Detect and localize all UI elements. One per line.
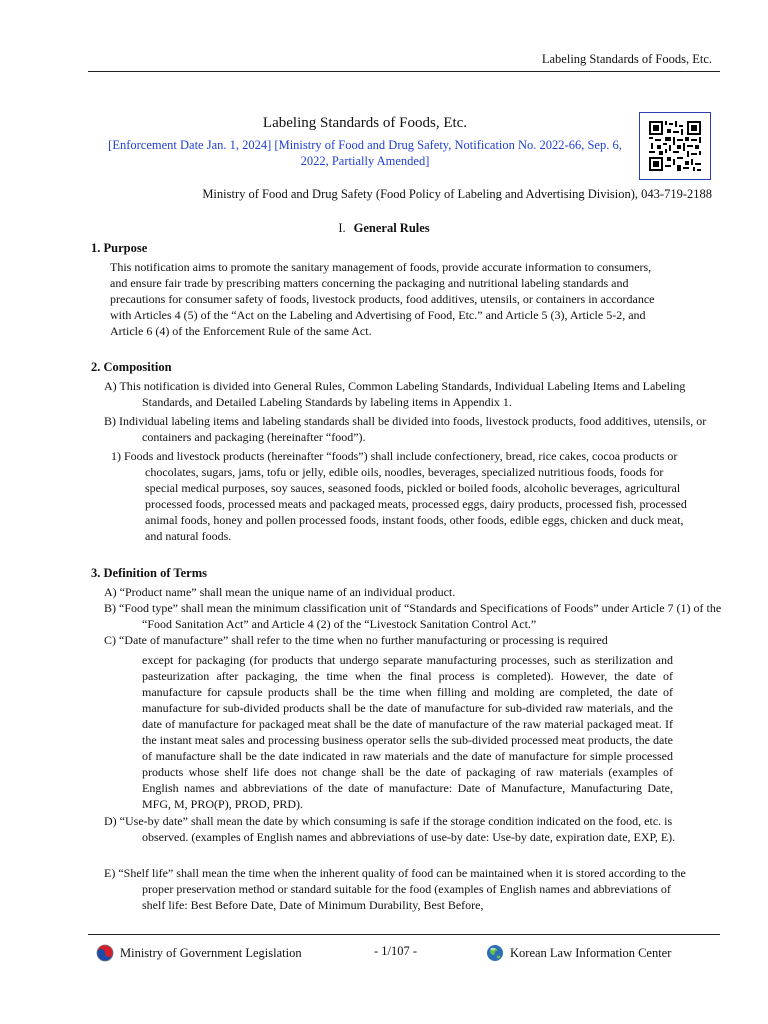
footer-right[interactable]: [486, 944, 671, 962]
footer-left-label: Ministry of Government Legislation: [120, 946, 302, 960]
footer-right-label: Korean Law Information Center: [510, 946, 672, 960]
footer-rule: [88, 934, 720, 935]
header-rule: [88, 71, 720, 72]
section-heading-composition: 2. Composition: [91, 360, 172, 374]
page-number: - 1/107 -: [374, 944, 418, 958]
composition-item-1: 1) Foods and livestock products (hereinafter “foods”) shall include confectionery, bread, rice cakes, cocoa products or chocolates, sugars, jams, tofu or jelly, edible oils, noodles, beverages, specialized nutritious foods, foods for special medical purposes, soy sauces, seasoned foods, pickled or boiled foods, alcoholic beverages, agricultural processed foods, processed meats and packaged meats, processed eggs, dairy products, processed fish, processed animal foods, honey and pollen processed foods, instant foods, other foods, edible eggs, chicken and duck meat, and natural foods.: [111, 449, 687, 543]
definition-item-c: C) “Date of manufacture” shall refer to the time when no further manufacturing or processing is required: [104, 633, 608, 647]
globe-logo-icon: [486, 944, 504, 962]
ministry-contact-line: Ministry of Food and Drug Safety (Food Policy of Labeling and Advertising Division), 043-719-2188: [202, 187, 712, 201]
footer-left[interactable]: [96, 944, 302, 962]
purpose-paragraph: This notification aims to promote the sanitary management of foods, provide accurate information to consumers, and ensure fair trade by prescribing matters concerning the packaging and nutritional labeling standards and precautions for consumer safety of foods, livestock products, food additives, utensils, or containers in accordance with Articles 4 (5) of the “Act on the Labeling and Advertising of Food, Etc.” and Article 5 (3), Article 5-2, and Article 6 (4) of the Enforcement Rule of the same Act.: [110, 260, 655, 338]
chapter-heading: [0, 221, 768, 236]
composition-item-a: A) This notification is divided into General Rules, Common Labeling Standards, Individual Labeling Items and Labeling Standards, and Detailed Labeling Standards by labeling items in Appendix 1.: [104, 379, 686, 409]
definition-item-a: A) “Product name” shall mean the unique name of an individual product.: [104, 585, 456, 599]
definition-item-b: B) “Food type” shall mean the minimum classification unit of “Standards and Specifications of Foods” under Article 7 (1) of the “Food Sanitation Act” and Article 4 (2) of the “Livestock Sanitation Control Act.”: [104, 601, 722, 631]
definition-item-e: E) “Shelf life” shall mean the time when the inherent quality of food can be maintained when it is stored according to the proper preservation method or standard suitable for the food (examples of English names and abbreviations of shelf life: Best Before Date, Date of Minimum Durability, Best Before,: [104, 866, 686, 912]
enforcement-info[interactable]: [Enforcement Date Jan. 1, 2024] [Ministry of Food and Drug Safety, Notification No. 2022-66, Sep. 6, 2022, Partially Amended]: [108, 138, 622, 168]
composition-item-b: B) Individual labeling items and labeling standards shall be divided into foods, livestock products, food additives, utensils, or containers and packaging (hereinafter “food”).: [104, 414, 707, 444]
section-heading-definitions: 3. Definition of Terms: [91, 566, 207, 580]
chapter-number: I.: [338, 221, 346, 235]
korea-emblem-icon: [96, 944, 114, 962]
section-heading-purpose: 1. Purpose: [91, 241, 148, 255]
chapter-title: General Rules: [353, 221, 430, 235]
running-header: Labeling Standards of Foods, Etc.: [541, 52, 712, 66]
definition-item-d: D) “Use-by date” shall mean the date by which consuming is safe if the storage condition indicated on the food, etc. is observed. (examples of English names and abbreviations of use-by date: Use-by date, expiration date, EXP, E).: [104, 814, 676, 844]
definition-item-c-continued: except for packaging (for products that undergo separate manufacturing processes, such as sterilization and pasteurization after packaging, the time when the final process is completed). However, the date of manufacture for capsule products shall be the time when filling and molding are completed, the date of manufacture for sub-divided products shall be the date of manufacture for sub-divided raw materials, and the date of manufacture for packaged meat shall be the date of manufacture of the raw material packaged meat. If the instant meat sales and processing business operator sells the sub-divided processed meat products, the date of manufacture shall be the date indicated in raw materials and the date of manufacture for simple processed products whose shelf life does not change shall be the date of packaging of raw materials (examples of English names and abbreviations of the date of manufacture: Date of Manufacture, Manufacturing Date, MFG, M, PRO(P), PROD, PRD).: [142, 653, 673, 811]
document-title: Labeling Standards of Foods, Etc.: [262, 115, 468, 131]
qr-code-icon[interactable]: [639, 112, 711, 180]
